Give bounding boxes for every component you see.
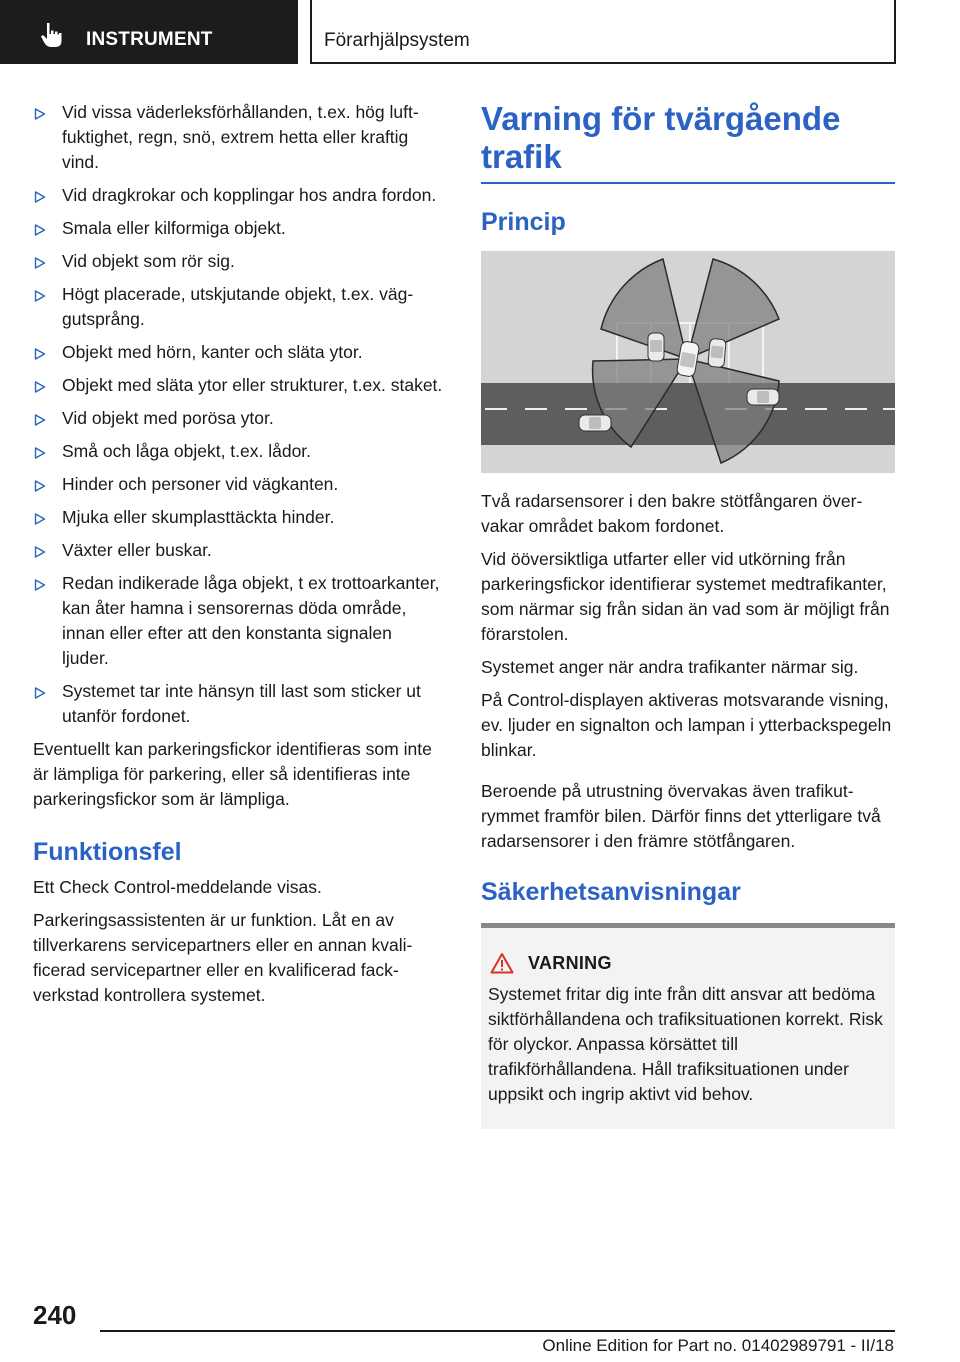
chapter-title: INSTRUMENT	[86, 29, 213, 50]
limitation-item	[33, 373, 443, 398]
limitation-text: Vid dragkrokar och kopplingar hos andra fordon.	[62, 185, 437, 205]
chapter-tab	[0, 0, 298, 64]
limitation-text: Smala eller kilformiga objekt.	[62, 218, 286, 238]
limitation-item	[33, 505, 443, 530]
limitation-item	[33, 472, 443, 497]
limitation-text: Små och låga objekt, t.ex. lådor.	[62, 441, 312, 461]
limitation-text: Mjuka eller skumplasttäckta hinder.	[62, 507, 335, 527]
principle-paragraph: Systemet anger när andra trafikanter närmar sig.	[481, 657, 859, 677]
bullet-triangle-icon	[34, 290, 46, 302]
bullet-triangle-icon	[34, 381, 46, 393]
parked-car	[648, 333, 664, 361]
malfunction-heading: Funktionsfel	[33, 838, 182, 866]
bullet-triangle-icon	[34, 480, 46, 492]
right-column	[481, 100, 895, 1129]
hand-pointer-icon	[38, 22, 66, 48]
principle-paragraph: På Control-displayen aktiveras motsvarande visning, ev. ljuder en signalton och lampan i ytterbackspegeln blinkar.	[481, 690, 892, 760]
malfunction-paragraph: Parkeringsassistenten är ur funktion. Låt en av tillverkarens servicepartners eller en annan kvalificerad servicepartner eller en kvalificerad fackverkstad kontrollera systemet.	[33, 910, 413, 1005]
bullet-triangle-icon	[34, 579, 46, 591]
front-sensors-paragraph: Beroende på utrustning övervakas även trafikutrymmet framför bilen. Därför finns det ytterligare två radarsensorer i den främre stötfångaren.	[481, 781, 881, 851]
limitation-item	[33, 100, 443, 175]
bullet-triangle-icon	[34, 513, 46, 525]
limitation-item	[33, 216, 443, 241]
cross-traffic-illustration	[481, 251, 895, 473]
road	[481, 383, 895, 445]
bullet-triangle-icon	[34, 546, 46, 558]
heading-rule	[481, 182, 895, 184]
warning-text: Systemet fritar dig inte från ditt ansvar att bedöma siktförhållandena och trafiksituationen korrekt. Risk för olyckor. Anpassa körsättet till trafikförhållandena. Håll trafiksituationen under uppsikt och ingrip aktivt vid behov.	[488, 984, 883, 1104]
limitation-item	[33, 249, 443, 274]
bullet-triangle-icon	[34, 348, 46, 360]
limitation-item	[33, 282, 443, 332]
limitation-text: Systemet tar inte hänsyn till last som sticker ut utanför fordonet.	[62, 681, 421, 726]
limitations-list	[33, 100, 443, 729]
limitation-text: Högt placerade, utskjutande objekt, t.ex. väggutsprång.	[62, 284, 414, 329]
principle-heading: Princip	[481, 208, 566, 236]
limitation-item	[33, 538, 443, 563]
parked-car	[708, 338, 726, 367]
page-number: 240	[33, 1300, 77, 1330]
bullet-triangle-icon	[34, 414, 46, 426]
section-heading: Varning för tvärgående trafik	[481, 100, 841, 175]
warning-triangle-icon	[490, 952, 514, 974]
limitation-text: Hinder och personer vid vägkanten.	[62, 474, 339, 494]
left-column	[33, 100, 443, 1016]
section-title: Förarhjälpsystem	[324, 30, 470, 51]
approaching-car-right	[747, 389, 779, 405]
warning-title: VARNING	[528, 952, 612, 973]
limitation-item	[33, 679, 443, 729]
bullet-triangle-icon	[34, 447, 46, 459]
limitation-text: Objekt med släta ytor eller strukturer, t.ex. staket.	[62, 375, 443, 395]
bullet-triangle-icon	[34, 257, 46, 269]
approaching-car-left	[579, 415, 611, 431]
limitation-item	[33, 571, 443, 671]
malfunction-paragraph: Ett Check Control-meddelande visas.	[33, 877, 322, 897]
bullet-triangle-icon	[34, 224, 46, 236]
limitation-text: Växter eller buskar.	[62, 540, 212, 560]
limitation-item	[33, 183, 443, 208]
limitation-text: Objekt med hörn, kanter och släta ytor.	[62, 342, 363, 362]
bullet-triangle-icon	[34, 191, 46, 203]
warning-box	[481, 923, 895, 1129]
limitation-text: Redan indikerade låga objekt, t ex trottoarkanter, kan åter hamna i sensorernas döda område, innan eller efter att den konstanta signalen ljuder.	[62, 573, 440, 668]
limitation-item	[33, 439, 443, 464]
limitation-text: Vid vissa väderleksförhållanden, t.ex. hög luftfuktighet, regn, snö, extrem hetta eller kraftig vind.	[62, 102, 419, 172]
limitation-item	[33, 406, 443, 431]
limitation-text: Vid objekt som rör sig.	[62, 251, 235, 271]
limitation-item	[33, 340, 443, 365]
safety-heading: Säkerhetsanvisningar	[481, 878, 741, 906]
principle-paragraph: Två radarsensorer i den bakre stötfångaren övervakar området bakom fordonet.	[481, 491, 863, 536]
bullet-triangle-icon	[34, 108, 46, 120]
bullet-triangle-icon	[34, 687, 46, 699]
warning-header	[488, 952, 887, 974]
footer-rule	[100, 1330, 895, 1332]
edition-text: Online Edition for Part no. 01402989791 - II/18	[542, 1336, 894, 1355]
closing-paragraph: Eventuellt kan parkeringsfickor identifieras som inte är lämpliga för parkering, eller så identifieras inte parkeringsfickor som är lämpliga.	[33, 739, 432, 809]
limitation-text: Vid objekt med porösa ytor.	[62, 408, 274, 428]
principle-paragraph: Vid ööversiktliga utfarter eller vid utkörning från parkeringsfickor identifierar systemet medtrafikanter, som närmar sig från sidan än vad som är möjligt från förarstolen.	[481, 549, 890, 644]
